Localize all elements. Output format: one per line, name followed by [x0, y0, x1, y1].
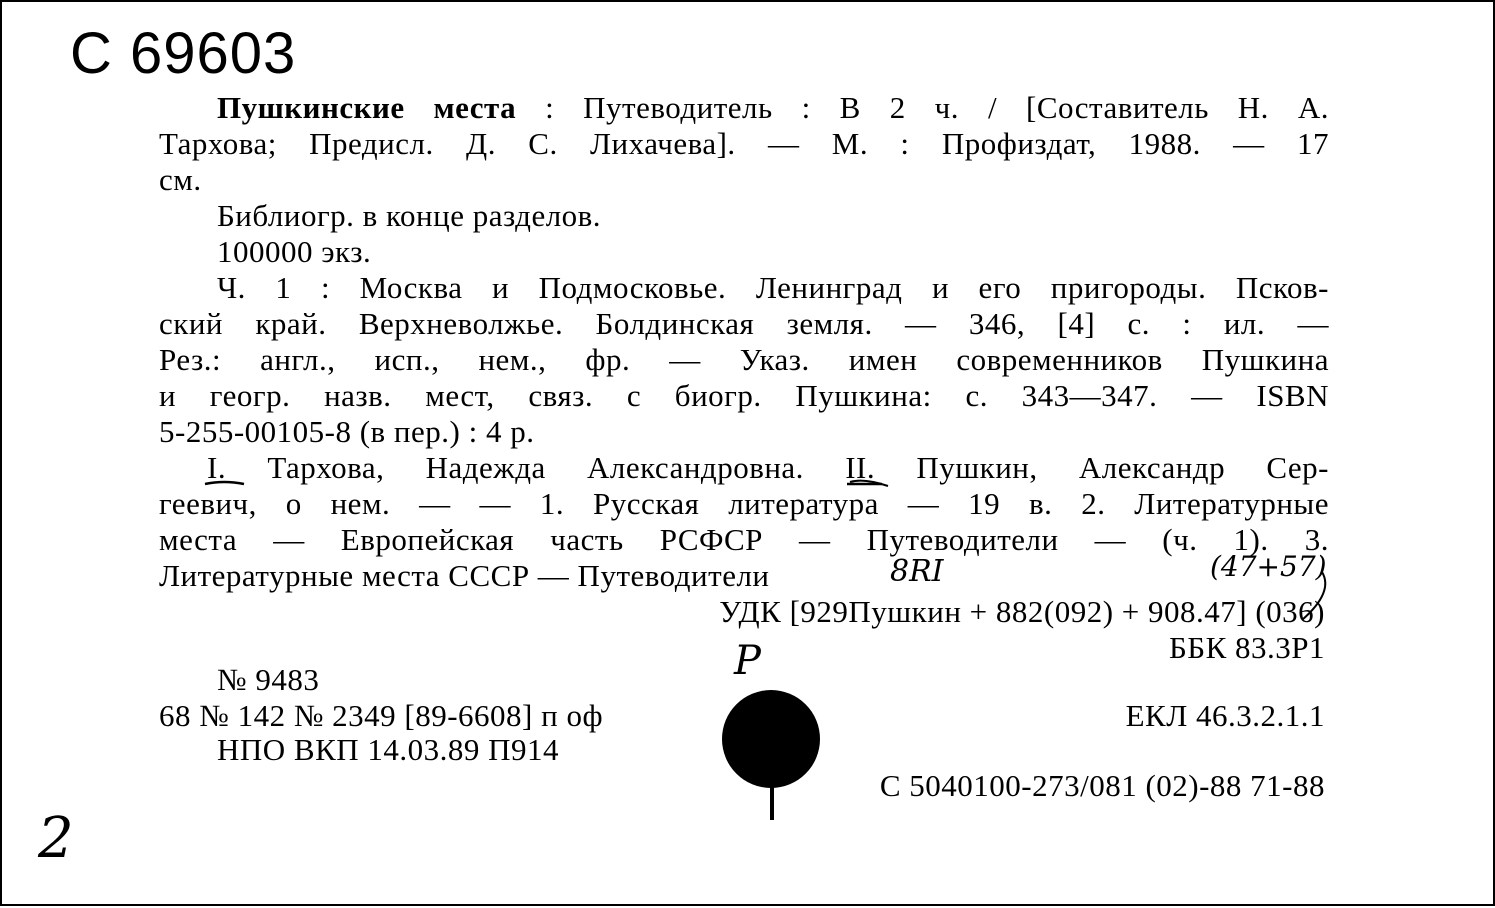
tracing-line-2: геевич, о нем. — — 1. Русская литература — 19 в. 2. Литературные [159, 486, 1329, 521]
part1-line-1: Ч. 1 : Москва и Подмосковье. Ленинград и его пригороды. Псков- [217, 270, 1329, 305]
udk-index: УДК [929Пушкин + 882(092) + 908.47] (036) [719, 594, 1325, 629]
handwritten-mark-8ri: 8RI [890, 554, 944, 589]
handwritten-number: 2 [38, 806, 74, 871]
entry-title: Пушкинские места [217, 90, 517, 125]
npo-line: НПО ВКП 14.03.89 П914 [217, 732, 560, 767]
tracing-line-3: места — Европейская часть РСФСР — Путеводители — (ч. 1). 3. [159, 522, 1329, 557]
code-line: С 5040100-273/081 (02)-88 71-88 [879, 768, 1325, 803]
entry-title-rest: : Путеводитель : В 2 ч. / [Составитель Н. А. [516, 90, 1329, 125]
ekl-index: ЕКЛ 46.3.2.1.1 [1125, 698, 1325, 733]
order-line: 68 № 142 № 2349 [89-6608] п оф [159, 698, 604, 733]
handwritten-mark-p: Р [734, 638, 761, 684]
card-number: № 9483 [217, 662, 320, 697]
handwritten-mark-right: (47+57) [1210, 550, 1327, 583]
part1-line-2: ский край. Верхневолжье. Болдинская земля. — 346, [4] с. : ил. — [159, 306, 1329, 341]
call-number: С 69603 [70, 21, 297, 86]
entry-line-3: см. [159, 162, 202, 197]
note-copies: 100000 экз. [217, 234, 372, 269]
bbk-index: ББК 83.3Р1 [1168, 630, 1325, 665]
tracing-line-4: Литературные места СССР — Путеводители [159, 558, 770, 593]
entry-line-2: Тархова; Предисл. Д. С. Лихачева]. — М. : Профиздат, 1988. — 17 [159, 126, 1329, 161]
pencil-underlines [2, 2, 1495, 908]
part1-line-3: Рез.: англ., исп., нем., фр. — Указ. имен современников Пушкина [159, 342, 1329, 377]
part1-line-5: 5-255-00105-8 (в пер.) : 4 р. [159, 414, 535, 449]
part1-line-4: и геогр. назв. мест, связ. с биогр. Пушкина: с. 343—347. — ISBN [159, 378, 1329, 413]
tracing-line-1: I. Тархова, Надежда Александровна. II. Пушкин, Александр Сер- [207, 450, 1329, 485]
note-bibliography: Библиогр. в конце разделов. [217, 198, 602, 233]
